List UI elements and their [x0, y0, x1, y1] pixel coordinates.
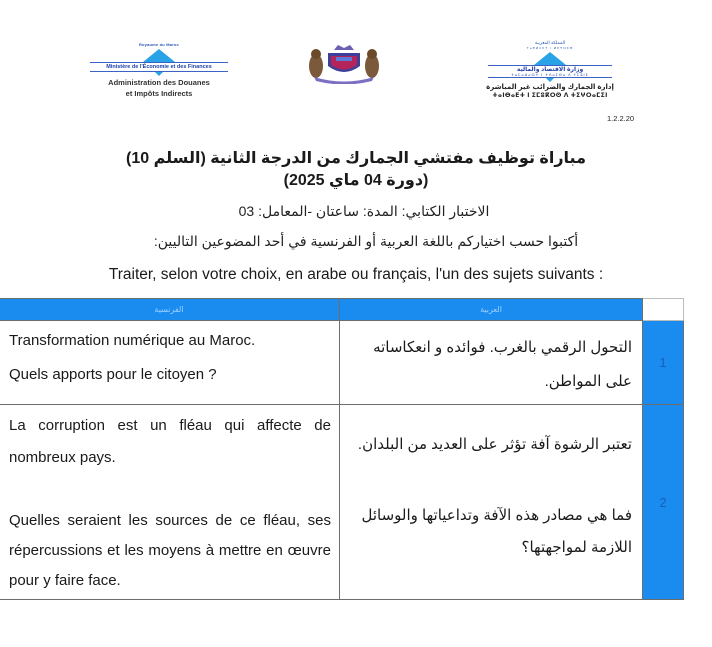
small-triangle-icon: [155, 72, 163, 76]
subject-1-number: 1: [643, 321, 684, 405]
table-row: [0, 321, 684, 405]
subject-1-arabic-p1: التحول الرقمي بالغرب. فوائده و انعكاساته على المواطن.: [373, 339, 632, 390]
coat-of-arms-icon: [306, 44, 382, 84]
header-french: الفرنسية: [0, 299, 340, 321]
subject-2-french: [0, 405, 340, 600]
subject-2-french-p2: Quelles seraient les sources de ce fléau, ses répercussions et les moyens à mettre en œuvre pour y faire face.: [9, 512, 331, 589]
reference-code: 1.2.2.20: [607, 114, 635, 123]
left-logo-ministry: Ministère de l'Économie et des Finances: [90, 62, 228, 72]
triangle-logo-icon: [534, 52, 566, 65]
subject-1-french: [0, 321, 340, 405]
right-logo-admin: إدارة الجمارك والضرائب غير المباشرة: [486, 84, 614, 91]
small-triangle-icon: [546, 78, 554, 82]
subject-2-french-p1: La corruption est un fléau qui affecte de nombreux pays.: [9, 417, 331, 466]
subject-2-arabic-p1: تعتبر الرشوة آفة تؤثر على العديد من البلدان.: [357, 436, 632, 453]
subject-2-number: 2: [643, 405, 684, 600]
left-logo-caption: Royaume du Maroc: [138, 42, 180, 47]
subject-1-french-p2: Quels apports pour le citoyen ?: [9, 366, 217, 383]
right-logo-caption-tifinagh: ⵜⴰⴳⵍⴷⵉⵜ ⵏ ⵍⵎⵖⵔⵉⴱ: [526, 46, 574, 50]
right-logo-admin-tifinagh: ⵜⴰⵏⴱⴰⴹⵜ ⵏ ⵉⵎⵓⴽⵔⵙ ⴷ ⵜⵉⵖⵔⴰⵎⵉⵏ: [492, 93, 608, 99]
header-number: [643, 299, 684, 321]
exam-info: الاختبار الكتابي: المدة: ساعتان -المعامل: 03: [238, 203, 490, 219]
subject-2-arabic-p2: فما هي مصادر هذه الآفة وتداعياتها والوسائل اللازمة لمواجهتها؟: [361, 507, 632, 556]
right-logo-ministry: وزارة الاقتصاد والمالية: [488, 65, 612, 73]
header-arabic: العربية: [340, 299, 643, 321]
subject-1-french-p1: Transformation numérique au Maroc.: [9, 332, 256, 349]
subject-1-arabic: [340, 321, 643, 405]
triangle-logo-icon: [143, 49, 175, 62]
subject-2-arabic: [340, 405, 643, 600]
left-logo-admin-line1: Administration des Douanes: [108, 78, 210, 87]
instruction-arabic: أكتبوا حسب اختياركم باللغة العربية أو الفرنسية في أحد المضوعين التاليين:: [153, 233, 579, 249]
exam-title: مباراة توظيف مفتشي الجمارك من الدرجة الثانية (السلم 10): [126, 150, 586, 167]
left-logo-admin-line2: et Impôts Indirects: [125, 89, 193, 98]
exam-session: (دورة 04 ماي 2025): [283, 172, 429, 189]
right-ministry-logo: [470, 40, 630, 99]
table-header-row: [0, 299, 684, 321]
instruction-french: Traiter, selon votre choix, en arabe ou français, l'un des sujets suivants :: [108, 266, 604, 283]
right-logo-caption: المملكة المغربية: [534, 40, 566, 45]
subjects-table: [0, 298, 684, 600]
table-row: [0, 405, 684, 600]
right-logo-ministry-tifinagh: ⵜⴰⵎⴰⵡⴰⵙⵜ ⵏ ⵜⴷⴰⵎⵙⴰ ⴷ ⵜⵎⵓⵏⵉ: [488, 73, 612, 78]
left-ministry-logo: [84, 42, 234, 98]
